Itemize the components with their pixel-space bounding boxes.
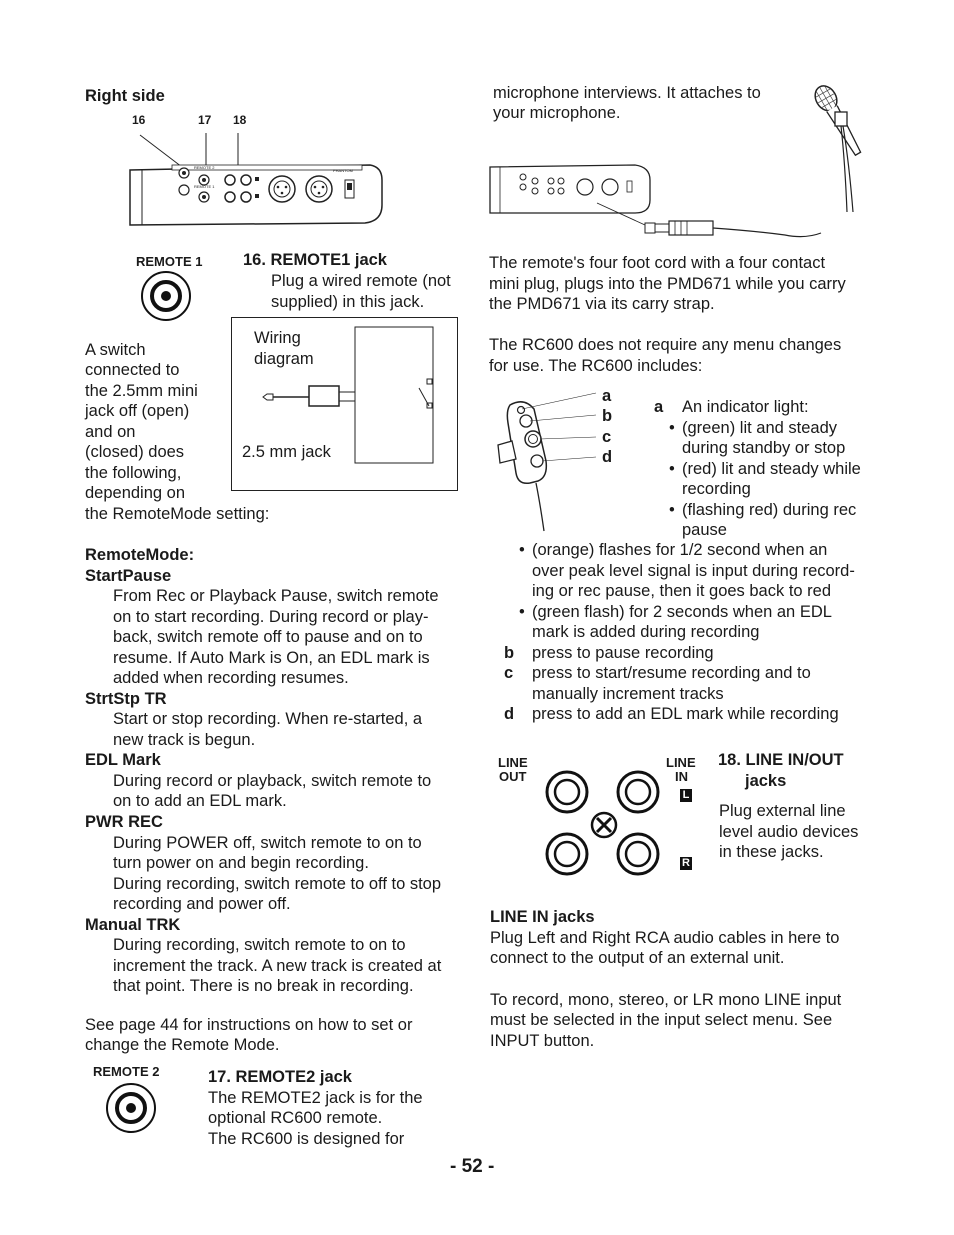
mode-pwr-line-4: recording and power off.	[113, 895, 291, 913]
a-bullet-2-line-2: recording	[682, 480, 751, 498]
line-out-label-2: OUT	[499, 769, 527, 784]
switch-text-7: the following,	[85, 464, 182, 482]
a-bullet-3-line-2: pause	[682, 521, 727, 539]
mode-manual-line-2: increment the track. A new track is created at	[113, 957, 442, 975]
remote2-label: REMOTE 2	[93, 1064, 160, 1079]
wiring-title-1: Wiring	[254, 329, 301, 347]
wiring-schematic	[231, 317, 457, 490]
mode-strtstp-line-1: Start or stop recording. When re-started, a	[113, 710, 423, 728]
mode-startpause-line-4: resume. If Auto Mark is On, an EDL mark is	[113, 649, 430, 667]
line-in-label-1: LINE	[666, 755, 696, 770]
line-heading-1: 18. LINE IN/OUT	[718, 751, 844, 769]
rc600-remote-illustration	[488, 393, 598, 533]
bullet-dot: •	[669, 419, 675, 437]
record-desc-3: INPUT button.	[490, 1032, 595, 1050]
rc600-line-2: for use. The RC600 includes:	[489, 357, 703, 375]
wiring-jack-label: 2.5 mm jack	[242, 443, 331, 461]
rc-letter-c: c	[602, 428, 612, 446]
right-side-heading: Right side	[85, 87, 165, 105]
mode-startpause-line-3: back, switch remote off to pause and on to	[113, 628, 423, 646]
line-out-label-1: LINE	[498, 755, 528, 770]
see-page-line-2: change the Remote Mode.	[85, 1036, 280, 1054]
switch-text-3: the 2.5mm mini	[85, 382, 198, 400]
cord-line-3: the PMD671 via its carry strap.	[489, 295, 715, 313]
line-in-desc-2: connect to the output of an external unit.	[490, 949, 785, 967]
line-in-heading: LINE IN jacks	[490, 908, 595, 926]
record-desc-1: To record, mono, stereo, or LR mono LINE input	[490, 991, 842, 1009]
record-desc-2: must be selected in the input select menu. See	[490, 1011, 833, 1029]
bullet-dot: •	[519, 603, 525, 621]
remote1-label: REMOTE 1	[136, 254, 203, 269]
remote2-desc-3: The RC600 is designed for	[208, 1130, 405, 1148]
line-desc-2: level audio devices	[719, 823, 859, 841]
item-b-text: press to pause recording	[532, 644, 714, 662]
mode-startpause-line-2: on to start recording. During record or play-	[113, 608, 429, 626]
remote2-heading: 17. REMOTE2 jack	[208, 1068, 352, 1086]
mode-strtstp: StrtStp TR	[85, 690, 167, 708]
mode-pwr-rec: PWR REC	[85, 813, 163, 831]
intro-line-1: microphone interviews. It attaches to	[493, 84, 761, 102]
line-desc-1: Plug external line	[719, 802, 846, 820]
mode-strtstp-line-2: new track is begun.	[113, 731, 256, 749]
switch-text-6: (closed) does	[85, 443, 185, 461]
wide-bullet-2-line-2: mark is added during recording	[532, 623, 760, 641]
cord-line-2: mini plug, plugs into the PMD671 while you carry	[489, 275, 846, 293]
rc600-line-1: The RC600 does not require any menu changes	[489, 336, 842, 354]
device-with-cord-illustration	[485, 155, 825, 245]
device-right-side-illustration	[120, 125, 390, 235]
remote1-jack-icon	[140, 270, 192, 322]
rca-jacks-illustration	[545, 768, 665, 878]
page-number: - 52 -	[450, 1156, 495, 1177]
wide-bullet-1-line-2: over peak level signal is input during record-	[532, 562, 855, 580]
wide-bullet-1-line-1: (orange) flashes for 1/2 second when an	[532, 541, 828, 559]
line-in-label-2: IN	[675, 769, 688, 784]
switch-text-4: jack off (open)	[85, 402, 190, 420]
mode-manual-line-3: that point. There is no break in recording.	[113, 977, 414, 995]
svg-text:PHANTOM: PHANTOM	[333, 168, 353, 173]
a-bullet-1-line-1: (green) lit and steady	[682, 419, 838, 437]
mode-manual-trk: Manual TRK	[85, 916, 181, 934]
item-c-text-1: press to start/resume recording and to	[532, 664, 811, 682]
item-c-text-2: manually increment tracks	[532, 685, 724, 703]
item-d-text: press to add an EDL mark while recording	[532, 705, 839, 723]
rc-letter-b: b	[602, 407, 613, 425]
channel-l-badge: L	[680, 789, 692, 802]
item-a-key: a	[654, 398, 664, 416]
bullet-dot: •	[519, 541, 525, 559]
channel-r-badge: R	[680, 857, 692, 870]
mode-startpause-line-1: From Rec or Playback Pause, switch remote	[113, 587, 439, 605]
callout-17: 17	[198, 113, 212, 127]
switch-text-5: and on	[85, 423, 136, 441]
line-heading-2: jacks	[745, 772, 787, 790]
item-b-key: b	[504, 644, 515, 662]
a-bullet-1-line-2: during standby or stop	[682, 439, 846, 457]
bullet-dot: •	[669, 501, 675, 519]
switch-text-8: depending on	[85, 484, 186, 502]
mode-edl-line-1: During record or playback, switch remote to	[113, 772, 432, 790]
mode-startpause: StartPause	[85, 567, 172, 585]
line-desc-3: in these jacks.	[719, 843, 824, 861]
wide-bullet-1-line-3: ing or rec pause, then it goes back to red	[532, 582, 832, 600]
mode-edl-mark: EDL Mark	[85, 751, 161, 769]
item-a-text: An indicator light:	[682, 398, 809, 416]
a-bullet-3-line-1: (flashing red) during rec	[682, 501, 857, 519]
remote2-desc-2: optional RC600 remote.	[208, 1109, 383, 1127]
rc-letter-a: a	[602, 387, 612, 405]
rc-letter-d: d	[602, 448, 613, 466]
mode-startpause-line-5: added when recording resumes.	[113, 669, 349, 687]
wide-bullet-2-line-1: (green flash) for 2 seconds when an EDL	[532, 603, 832, 621]
mode-edl-line-2: on to add an EDL mark.	[113, 792, 287, 810]
line-in-desc-1: Plug Left and Right RCA audio cables in here to	[490, 929, 840, 947]
mode-pwr-line-3: During recording, switch remote to off to stop	[113, 875, 442, 893]
remote1-desc-2: supplied) in this jack.	[271, 293, 425, 311]
switch-text-9: the RemoteMode setting:	[85, 505, 270, 523]
remote2-jack-icon	[105, 1082, 157, 1134]
switch-text-1: A switch	[85, 341, 146, 359]
see-page-line-1: See page 44 for instructions on how to set or	[85, 1016, 413, 1034]
svg-text:REMOTE 1: REMOTE 1	[194, 184, 215, 189]
a-bullet-2-line-1: (red) lit and steady while	[682, 460, 861, 478]
remote2-desc-1: The REMOTE2 jack is for the	[208, 1089, 423, 1107]
remotemode-heading: RemoteMode:	[85, 546, 195, 564]
intro-line-2: your microphone.	[493, 104, 621, 122]
remote1-heading: 16. REMOTE1 jack	[243, 251, 387, 269]
cord-line-1: The remote's four foot cord with a four contact	[489, 254, 826, 272]
item-d-key: d	[504, 705, 515, 723]
switch-text-2: connected to	[85, 361, 180, 379]
svg-text:REMOTE 2: REMOTE 2	[194, 165, 215, 170]
mode-pwr-line-2: turn power on and begin recording.	[113, 854, 369, 872]
item-c-key: c	[504, 664, 514, 682]
mode-manual-line-1: During recording, switch remote to on to	[113, 936, 406, 954]
wiring-title-2: diagram	[254, 350, 314, 368]
bullet-dot: •	[669, 460, 675, 478]
callout-16: 16	[132, 113, 146, 127]
callout-18: 18	[233, 113, 247, 127]
remote1-desc-1: Plug a wired remote (not	[271, 272, 451, 290]
mode-pwr-line-1: During POWER off, switch remote to on to	[113, 834, 422, 852]
